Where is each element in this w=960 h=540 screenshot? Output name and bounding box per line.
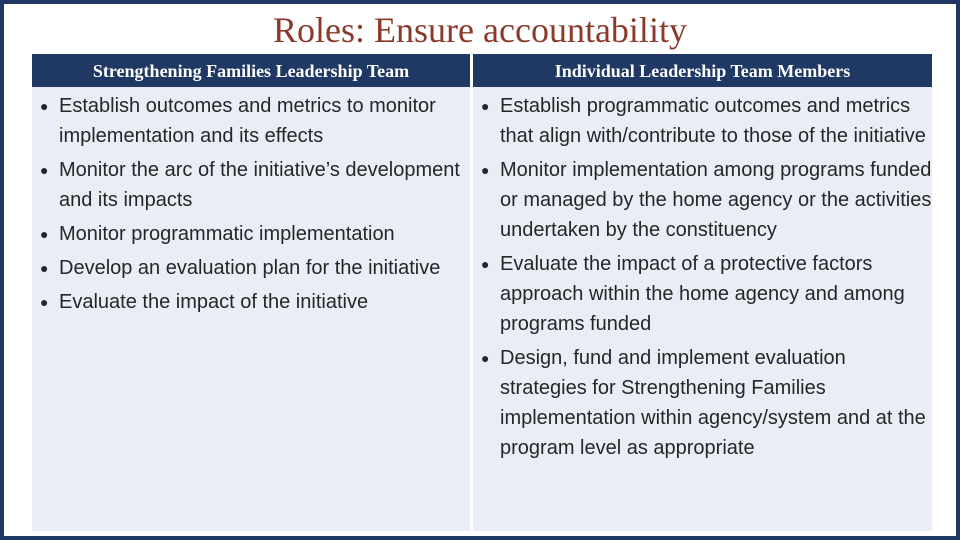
bullet-icon: ●	[481, 98, 490, 114]
individual-members-list	[473, 91, 932, 463]
list-item	[32, 219, 470, 249]
list-item	[32, 155, 470, 215]
list-item-text: Evaluate the impact of the initiative	[59, 291, 369, 313]
bullet-icon: ●	[481, 256, 490, 272]
list-item-text: Develop an evaluation plan for the initiative	[59, 257, 441, 279]
bullet-icon: ●	[40, 226, 49, 242]
individual-members-header: Individual Leadership Team Members	[473, 54, 932, 87]
list-item	[473, 343, 932, 463]
bullet-icon: ●	[40, 260, 49, 276]
leadership-team-header: Strengthening Families Leadership Team	[32, 54, 470, 87]
list-item	[473, 91, 932, 151]
leadership-team-list	[32, 91, 470, 317]
list-item	[473, 155, 932, 245]
list-item	[32, 287, 470, 317]
roles-table	[32, 54, 932, 531]
list-item-text: Monitor the arc of the initiative’s development and its impacts	[59, 159, 460, 211]
list-item	[473, 249, 932, 339]
list-item-text: Design, fund and implement evaluation strategies for Strengthening Families implementation within agency/system and at the program level as appropriate	[500, 347, 926, 459]
list-item-text: Monitor programmatic implementation	[59, 223, 395, 245]
list-item	[32, 253, 470, 283]
bullet-icon: ●	[40, 294, 49, 310]
bullet-icon: ●	[481, 350, 490, 366]
slide-title: Roles: Ensure accountability	[273, 10, 687, 50]
list-item-text: Establish programmatic outcomes and metrics that align with/contribute to those of the initiative	[500, 95, 926, 147]
list-item-text: Evaluate the impact of a protective factors approach within the home agency and among programs funded	[500, 253, 905, 335]
bullet-icon: ●	[40, 98, 49, 114]
bullet-icon: ●	[481, 162, 490, 178]
list-item-text: Establish outcomes and metrics to monitor implementation and its effects	[59, 95, 436, 147]
bullet-icon: ●	[40, 162, 49, 178]
list-item-text: Monitor implementation among programs funded or managed by the home agency or the activities undertaken by the constituency	[500, 159, 932, 241]
list-item	[32, 91, 470, 151]
individual-members-cell	[473, 91, 932, 467]
leadership-team-cell	[32, 91, 470, 321]
